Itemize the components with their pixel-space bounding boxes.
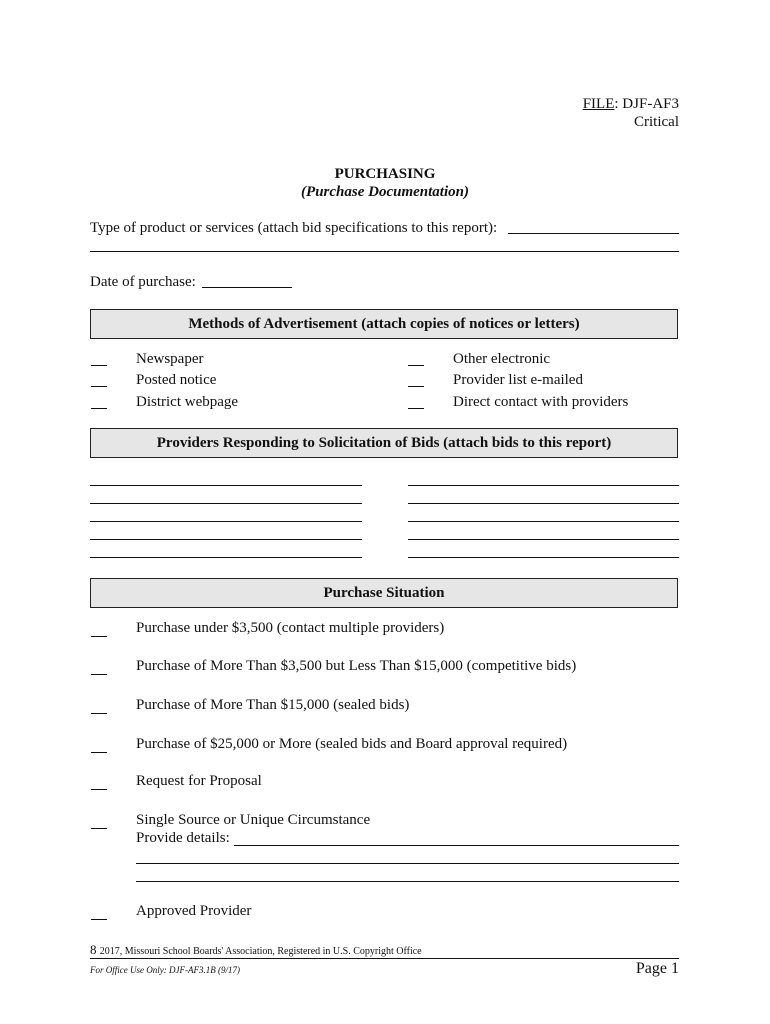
checkbox-other-electronic[interactable] — [408, 365, 424, 366]
form-title: PURCHASING — [334, 166, 436, 182]
situation-approved-provider: Approved Provider — [136, 903, 252, 919]
situation-3500-15000: Purchase of More Than $3,500 but Less Than $15,000 (competitive bids) — [136, 658, 577, 674]
copyright-text: 2017, Missouri School Boards' Association, Registered in U.S. Copyright Office — [99, 946, 422, 957]
providers-heading-box — [90, 428, 678, 458]
situation-single-source: Single Source or Unique Circumstance — [136, 812, 371, 828]
page-number: Page 1 — [635, 960, 679, 977]
checkbox-newspaper[interactable] — [91, 365, 107, 366]
provider-line-right[interactable] — [408, 485, 679, 486]
date-label: Date of purchase: — [90, 274, 196, 290]
provider-line-left[interactable] — [90, 557, 362, 558]
situation-heading-box — [90, 578, 678, 608]
product-input-line-2[interactable] — [90, 251, 679, 252]
priority-label: Critical — [634, 114, 679, 130]
file-label: FILE — [582, 96, 615, 112]
provider-line-right[interactable] — [408, 503, 679, 504]
product-label: Type of product or services (attach bid specifications to this report): — [90, 220, 498, 236]
checkbox-approved-provider[interactable] — [91, 919, 107, 920]
provider-line-left[interactable] — [90, 521, 362, 522]
checkbox-provider-list[interactable] — [408, 386, 424, 387]
situation-25000-or-more: Purchase of $25,000 or More (sealed bids and Board approval required) — [136, 736, 568, 752]
details-input-line-2[interactable] — [136, 863, 679, 864]
situation-under-3500: Purchase under $3,500 (contact multiple providers) — [136, 620, 445, 636]
checkbox-request-for-proposal[interactable] — [91, 789, 107, 790]
footer-divider — [90, 958, 679, 959]
option-direct-contact: Direct contact with providers — [453, 394, 629, 410]
checkbox-25000-or-more[interactable] — [91, 752, 107, 753]
checkbox-district-webpage[interactable] — [91, 408, 107, 409]
provider-line-left[interactable] — [90, 485, 362, 486]
details-input-line-3[interactable] — [136, 881, 679, 882]
file-code: : DJF-AF3 — [614, 96, 679, 112]
option-other-electronic: Other electronic — [453, 351, 551, 367]
provider-line-right[interactable] — [408, 539, 679, 540]
office-use-note: For Office Use Only: DJF-AF3.1B (9/17) — [90, 965, 240, 975]
providers-heading: Providers Responding to Solicitation of Bids (attach bids to this report) — [156, 434, 612, 451]
option-posted-notice: Posted notice — [136, 372, 217, 388]
provider-line-right[interactable] — [408, 557, 679, 558]
checkbox-3500-15000[interactable] — [91, 674, 107, 675]
checkbox-direct-contact[interactable] — [408, 408, 424, 409]
situation-request-for-proposal: Request for Proposal — [136, 773, 262, 789]
provider-line-left[interactable] — [90, 503, 362, 504]
details-label: Provide details: — [136, 830, 230, 846]
checkbox-single-source[interactable] — [91, 828, 107, 829]
option-provider-list: Provider list e-mailed — [453, 372, 583, 388]
provider-line-left[interactable] — [90, 539, 362, 540]
details-input-line[interactable] — [234, 845, 679, 846]
checkbox-under-3500[interactable] — [91, 636, 107, 637]
copyright-symbol: 8 — [90, 942, 97, 957]
option-district-webpage: District webpage — [136, 394, 239, 410]
date-input-line[interactable] — [202, 287, 292, 288]
checkbox-posted-notice[interactable] — [91, 386, 107, 387]
product-input-line[interactable] — [508, 233, 679, 234]
advertisement-heading-box — [90, 309, 678, 339]
checkbox-over-15000[interactable] — [91, 713, 107, 714]
file-reference — [480, 95, 679, 113]
provider-line-right[interactable] — [408, 521, 679, 522]
form-subtitle: (Purchase Documentation) — [301, 184, 469, 200]
situation-heading: Purchase Situation — [323, 584, 445, 601]
option-newspaper: Newspaper — [136, 351, 204, 367]
situation-over-15000: Purchase of More Than $15,000 (sealed bids) — [136, 697, 410, 713]
advertisement-heading: Methods of Advertisement (attach copies of notices or letters) — [188, 315, 580, 332]
